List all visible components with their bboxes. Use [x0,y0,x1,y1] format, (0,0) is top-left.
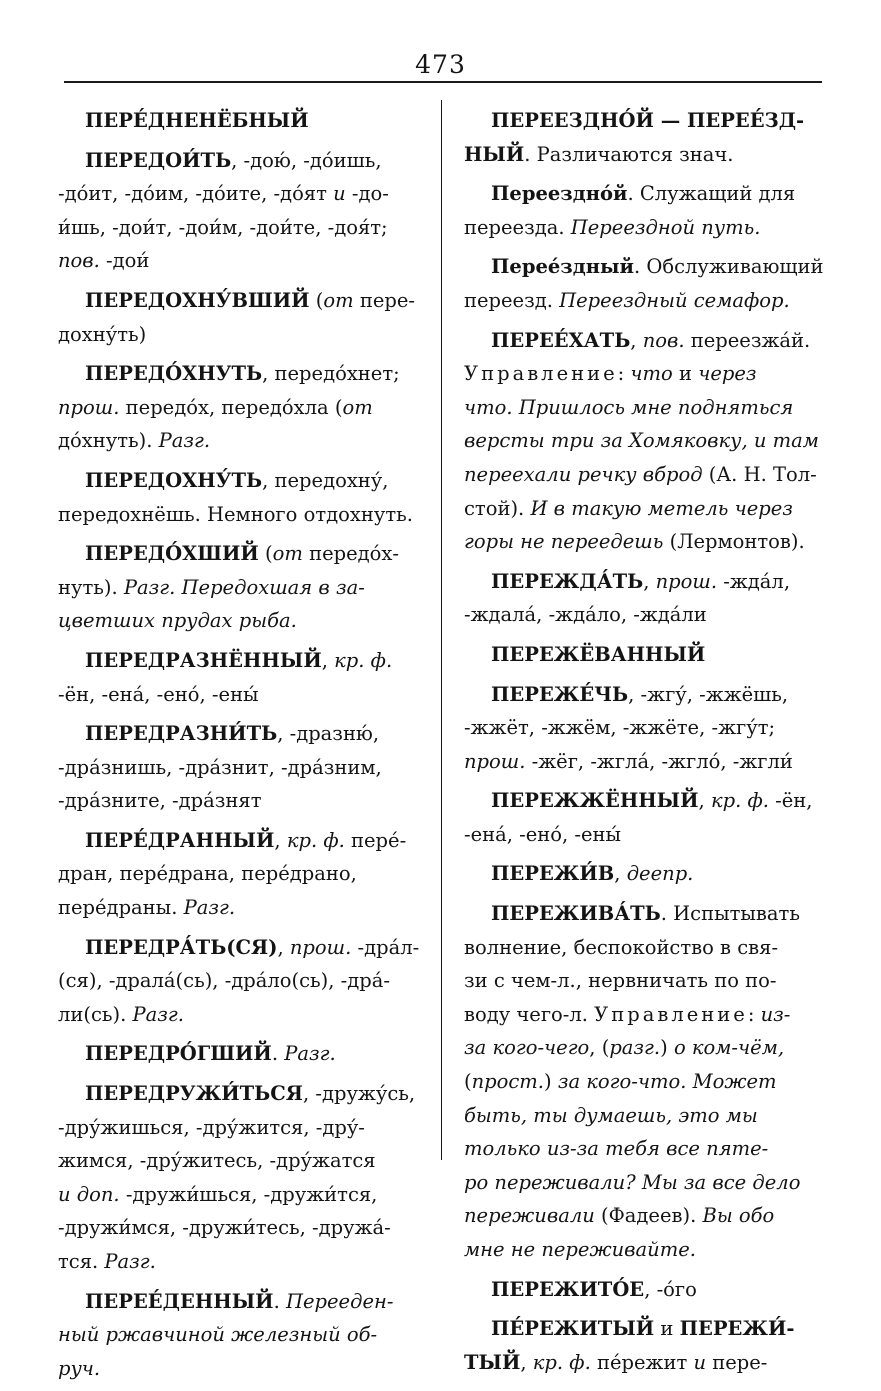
entry-line [58,857,418,891]
headword: ПЕРЕЖИВА́ТЬ [491,902,661,926]
text: передохнёшь. Немного отдохнуть. [58,502,413,526]
entry-first-line [464,897,824,931]
dictionary-entry [464,565,824,632]
entry-first-line [464,857,824,891]
italic-text: от [323,288,354,312]
headword: ПЕРЕ́ДРАННЫЙ [85,828,275,852]
entry-line [58,391,418,425]
italic-text: Переездный семафор. [559,288,790,312]
italic-text: ный ржавчиной железный об- [58,1323,378,1347]
headword: ПЕРЕДРАЗНЁННЫЙ [85,648,322,672]
text: стой). [464,496,531,520]
text: -жда́л, [717,569,791,593]
entry-line [58,498,418,532]
entry-line [464,357,824,391]
text: -жёг, -жгла́, -жгло́, -жгли́ [525,749,793,773]
text: ( [258,542,273,566]
right-column [464,104,824,1385]
italic-text: прост. [471,1070,545,1094]
entry-line [58,244,418,278]
italic-text: за кого-чего [464,1036,590,1060]
entry-first-line [464,1312,824,1346]
italic-text: через [698,362,757,386]
page-number: 473 [415,50,466,79]
dictionary-entry [464,104,824,171]
italic-text: прош. [655,569,718,593]
entry-first-line [58,644,418,678]
dictionary-entry [58,537,418,638]
text: , передо́хнет; [262,362,400,386]
text: -до́ит, -до́им, -до́ите, -до́ят [58,182,334,206]
text: , -жгу́, -жжёшь, [628,682,789,706]
italic-text: цветших прудах рыба. [58,609,297,633]
text: -жжёт, -жжём, -жжёте, -жгу́т; [464,716,776,740]
entry-line [58,1111,418,1145]
text: : [747,1002,761,1026]
italic-text: кр. ф. [532,1350,591,1374]
text: пе́режит [590,1350,694,1374]
italic-text: руч. [58,1356,101,1380]
dictionary-entry [58,931,418,1032]
text: -дружи́мся, -дружи́тесь, -дружа́- [58,1216,391,1240]
italic-text: от [342,395,373,419]
headword: ПЕРЕЖИТО́Е [491,1277,645,1301]
headword: ПЕ́РЕЖИТЫЙ [491,1317,655,1341]
dictionary-entry [464,678,824,779]
italic-text: Разг. [158,429,211,453]
headword: ПЕРЕДОХНУ́ВШИЙ [85,288,310,312]
text: . Различаются знач. [524,142,734,166]
headword: Переездно́й [491,182,628,206]
text: -ена́, -ено́, -ены́ [464,822,622,846]
text: переезжа́й. [684,328,811,352]
headword: ТЫЙ [464,1350,521,1374]
italic-text: быть, ты думаешь, это мы [464,1103,758,1127]
text: , [698,789,711,813]
headword: ПЕРЕДО́ХШИЙ [85,542,259,566]
italic-text: прош. [464,749,526,773]
text: , -дою́, -до́ишь, [231,148,382,172]
entry-first-line [464,250,824,284]
italic-text: о ком-чём, [673,1036,785,1060]
entry-line [464,1031,824,1065]
entry-first-line [464,678,824,712]
text: , -дразню́, [277,722,380,746]
entry-first-line [58,931,418,965]
entry-line [464,1099,824,1133]
text: нуть). [58,575,124,599]
italic-text: Перееден- [285,1289,394,1313]
italic-text: Разг. [104,1250,156,1273]
text: дран, пере́драна, пере́драно, [58,862,357,886]
italic-text: и [333,182,346,206]
italic-text: пов. [58,249,100,273]
entry-first-line [58,717,418,751]
headword: ПЕРЕДРАЗНИ́ТЬ [85,722,278,746]
text: -ён, -ена́, -ено́, -ены́ [58,682,259,706]
text: (Фадеев). [594,1204,703,1228]
entry-line [464,711,824,745]
italic-text: за кого-что. Может [557,1070,777,1094]
entry-line [464,138,824,172]
text: зи с чем-л., нервничать по по- [464,969,777,993]
italic-text: кр. ф. [710,789,769,813]
spaced-label: Управление [594,1002,748,1026]
italic-text: Вы обо [702,1204,775,1228]
entry-first-line [464,1273,824,1307]
text: , [630,328,643,352]
headword: ПЕРЕЖИ́- [679,1317,795,1341]
headword: ПЕРЕЖЖЁННЫЙ [491,789,699,813]
entry-line [464,1233,824,1267]
text: ) [544,1070,558,1094]
dictionary-entry [464,857,824,891]
headword: НЫЙ [464,142,525,166]
italic-text: прош. [58,395,120,419]
italic-text: и [693,1350,707,1374]
text: : [617,362,631,386]
text: -дружи́шься, -дружи́тся, [119,1182,378,1206]
entry-line [58,571,418,605]
text: ли(сь). [58,1002,133,1026]
dictionary-entry [464,897,824,1267]
italic-text: ро переживали? Мы за все дело [464,1170,801,1194]
entry-line [464,598,824,632]
entry-line [58,998,418,1032]
italic-text: от [272,542,303,566]
text: пере́драны. [58,896,184,920]
italic-text: Переездной путь. [570,215,761,239]
dictionary-entry [58,1285,418,1386]
text: , ( [589,1036,610,1060]
entry-first-line [58,537,418,571]
dictionary-entry [58,357,418,458]
entry-line [464,1199,824,1233]
text: передо́х, передо́хла ( [119,395,343,419]
headword: ПЕРЕЖЕ́ЧЬ [491,682,629,706]
entry-line [464,1065,824,1099]
dictionary-entry [58,284,418,351]
text: , передохну́, [262,468,389,492]
entry-first-line [58,1077,418,1111]
headword: ПЕРЕДРУЖИ́ТЬСЯ [85,1082,303,1106]
entry-first-line [58,824,418,858]
entry-line [464,284,824,318]
left-column [58,104,418,1391]
text: , -о́го [644,1277,697,1301]
entry-line [58,1352,418,1386]
dictionary-entry [58,644,418,711]
italic-text: Разг. [132,1002,184,1026]
italic-text: переехали речку вброд [464,462,703,486]
entry-line [464,931,824,965]
entry-line [58,604,418,638]
text: , [643,569,656,593]
entry-line [58,1144,418,1178]
headword: ПЕРЕДО́ХНУТЬ [85,362,263,386]
italic-text: деепр. [626,862,694,886]
text: волнение, беспокойство в свя- [464,935,779,959]
italic-text: Разг. [183,896,236,920]
italic-text: горы не переедешь [464,530,664,554]
entry-line [58,1178,418,1212]
dictionary-entry [58,717,418,818]
entry-line [464,492,824,526]
text: (Лермонтов). [663,530,805,554]
entry-line [58,678,418,712]
dictionary-entry [464,177,824,244]
italic-text: переживали [464,1204,595,1228]
text: и́шь, -дои́т, -дои́м, -дои́те, -доя́т; [58,215,388,239]
text: ( [309,288,324,312]
dictionary-entry [58,464,418,531]
header-rule [64,81,822,83]
entry-line [58,424,418,458]
text: воду чего-л. [464,1002,595,1026]
entry-line [464,745,824,779]
italic-text: И в такую метель через [530,496,793,520]
headword: ПЕРЕЕ́ДЕННЫЙ [85,1289,274,1313]
headword: Перее́здный [491,255,634,279]
headword: ПЕРЕЖИ́В [491,862,615,886]
entry-first-line [464,565,824,599]
dictionary-entry [464,1273,824,1307]
text: . Служащий для [627,182,796,206]
text: , [321,648,335,672]
entry-first-line [58,464,418,498]
entry-first-line [58,357,418,391]
dictionary-entry [464,638,824,672]
entry-line [464,458,824,492]
entry-line [58,177,418,211]
dictionary-entry [58,1037,418,1071]
dictionary-entry [58,1077,418,1279]
text: ( [464,1070,472,1094]
entry-line [464,1346,824,1380]
text: и [672,362,699,386]
entry-line [464,964,824,998]
entry-line [464,211,824,245]
text: -до- [345,182,389,206]
text: , [520,1350,533,1374]
text: (ся), -драла́(сь), -дра́ло(сь), -дра́- [58,969,390,993]
italic-text: прош. [289,935,352,959]
entry-line [464,1132,824,1166]
text: пере- [706,1350,768,1374]
entry-line [58,1318,418,1352]
headword: ПЕРЕДОХНУ́ТЬ [85,468,263,492]
dictionary-entry [58,824,418,925]
text: . [273,1289,286,1313]
text: тся. [58,1250,105,1273]
dictionary-entry [58,104,418,138]
headword: ПЕРЕ́ДНЕНЁБНЫЙ [85,109,309,132]
text: жимся, -дру́житесь, -дру́жатся [58,1149,376,1173]
text: и [654,1317,680,1341]
italic-text: Разг. Передохшая в за- [123,575,365,599]
italic-text: и доп. [58,1182,120,1206]
italic-text: кр. ф. [334,648,393,672]
text: -дру́жишься, -дру́жится, -дру́- [58,1115,365,1139]
entry-line [58,1211,418,1245]
text: (А. Н. Тол- [702,462,817,486]
entry-line [464,1166,824,1200]
text: ) [660,1036,674,1060]
dictionary-entry [464,250,824,317]
text: -дра́зните, -дра́знят [58,789,262,813]
text: -дра́знишь, -дра́знит, -дра́зним, [58,755,382,779]
headword: ПЕРЕДОИ́ТЬ [85,148,232,172]
entry-line [58,318,418,352]
italic-text: из- [760,1002,791,1026]
text: передо́х- [302,542,399,566]
text: пере- [353,288,415,312]
text: -дра́л- [351,935,420,959]
entry-line [464,818,824,852]
text: . Обслуживающий [634,255,824,279]
headword: ПЕРЕЖЁВАННЫЙ [491,642,706,666]
column-divider [441,100,442,1160]
entry-line [464,998,824,1032]
entry-first-line [58,144,418,178]
entry-first-line [464,324,824,358]
entry-line [58,211,418,245]
dictionary-entry [58,144,418,278]
spaced-label: Управление [464,362,618,386]
headword: ПЕРЕДРО́ГШИЙ [85,1042,272,1066]
text: -ждала́, -жда́ло, -жда́ли [464,603,707,627]
italic-text: только из-за тебя все пяте- [464,1137,769,1161]
text: , [274,828,287,852]
italic-text: пов. [642,328,685,352]
italic-text: что. Пришлось мне подняться [464,395,794,419]
text: , [277,935,290,959]
entry-first-line [464,638,824,672]
headword: ПЕРЕЕЗДНО́Й — ПЕРЕЕ́ЗД- [491,109,805,132]
entry-line [58,751,418,785]
entry-line [58,891,418,925]
entry-first-line [58,284,418,318]
entry-line [464,525,824,559]
italic-text: что [630,362,673,386]
text: до́хнуть). [58,429,159,453]
text: . [271,1042,285,1066]
entry-first-line [464,177,824,211]
dictionary-entry [464,1312,824,1379]
entry-first-line [464,104,824,138]
text: переезда. [464,215,571,239]
italic-text: версты три за Хомяковку, и там [464,429,819,453]
entry-line [58,784,418,818]
headword: ПЕРЕЖДА́ТЬ [491,569,644,593]
headword: ПЕРЕДРА́ТЬ(СЯ) [85,935,278,959]
text: -дои́ [99,249,150,273]
text: , -дружу́сь, [302,1082,416,1106]
text: . Испытывать [660,902,800,926]
italic-text: разг. [609,1036,661,1060]
entry-first-line [464,784,824,818]
text: -ён, [768,789,813,813]
text: , [614,862,627,886]
italic-text: кр. ф. [286,828,345,852]
italic-text: Разг. [284,1042,336,1066]
dictionary-entry [464,324,824,559]
entry-line [464,424,824,458]
entry-line [58,1245,418,1279]
entry-first-line [58,1285,418,1319]
text: пере́- [344,828,407,852]
entry-line [464,391,824,425]
text: переезд. [464,288,560,312]
headword: ПЕРЕЕ́ХАТЬ [491,328,631,352]
entry-first-line [58,1037,418,1071]
dictionary-entry [464,784,824,851]
entry-first-line [58,104,418,138]
entry-line [58,964,418,998]
italic-text: мне не переживайте. [464,1238,696,1261]
text: дохну́ть) [58,322,147,346]
